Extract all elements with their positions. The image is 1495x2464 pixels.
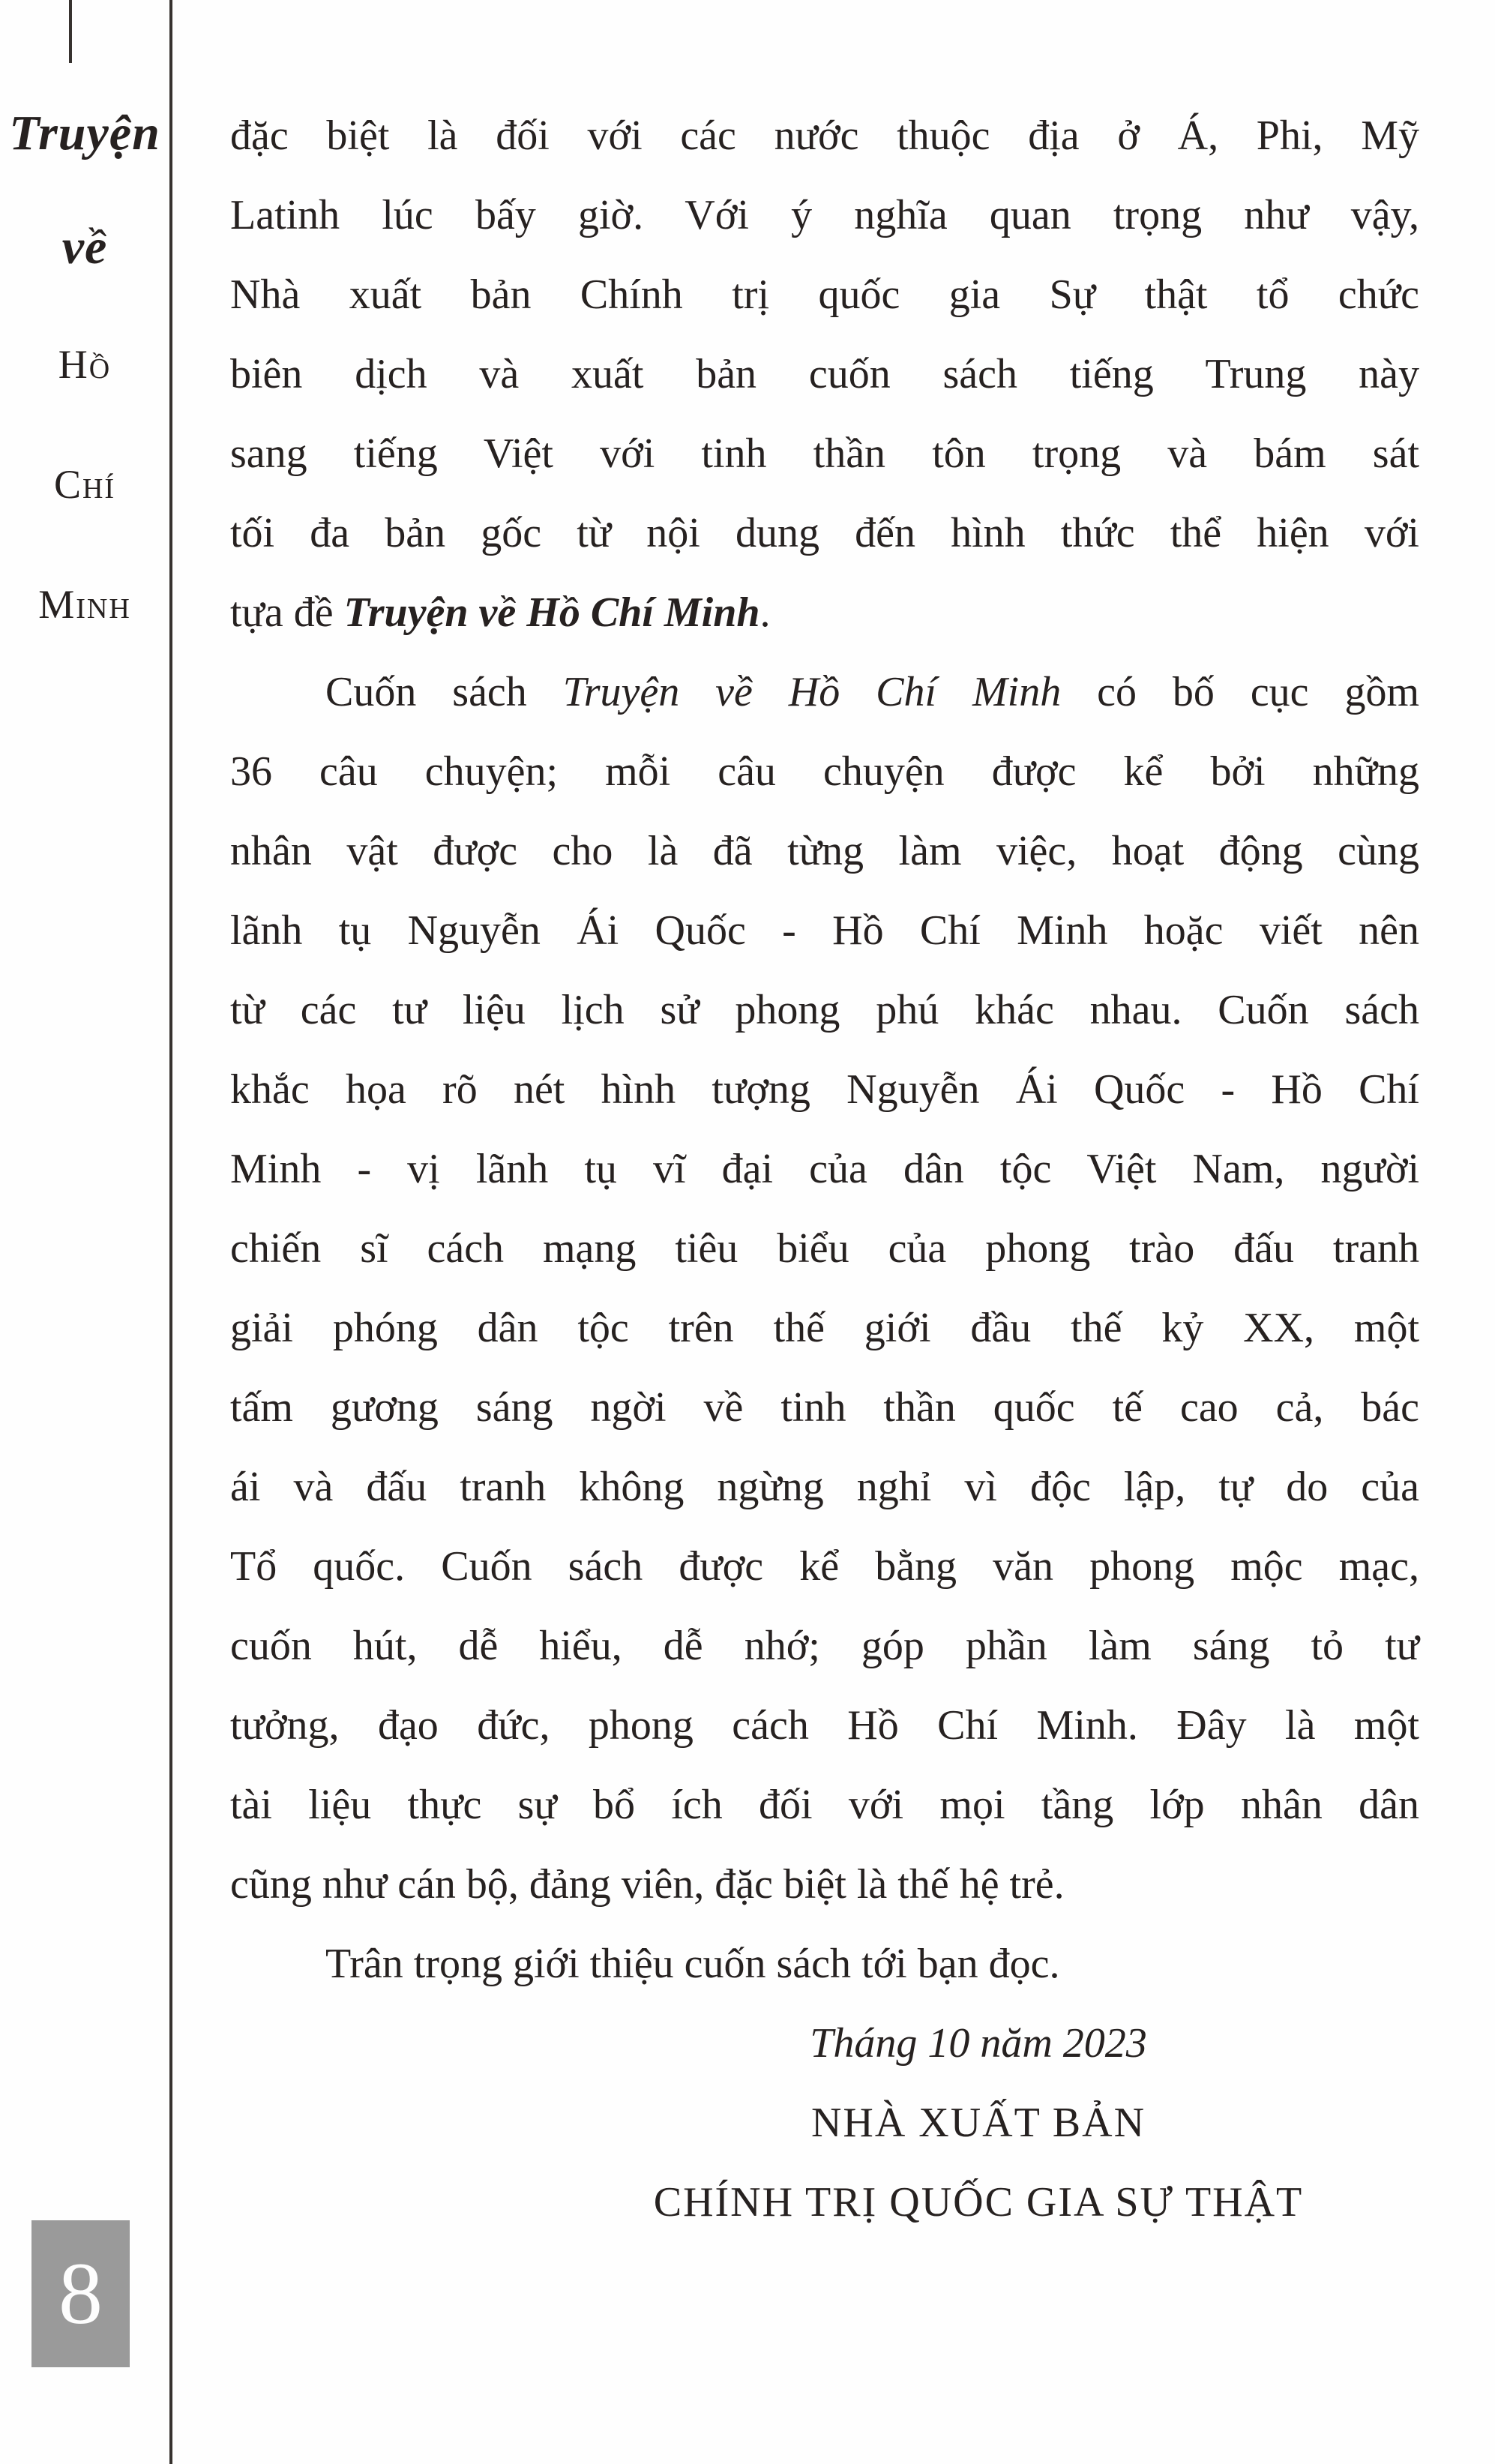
text-line: chiến sĩ cách mạng tiêu biểu của phong trào đấu tranh [230, 1225, 1419, 1272]
imprint-block [538, 2004, 1419, 2242]
sidebar-word-chi: Chí [53, 462, 116, 507]
text-line [230, 652, 1419, 732]
text-line: 36 câu chuyện; mỗi câu chuyện được kể bởi những [230, 748, 1419, 795]
text-line: từ các tư liệu lịch sử phong phú khác nhau. Cuốn sách [230, 987, 1419, 1033]
book-title-emphasis: Truyện về Hồ Chí Minh [562, 669, 1062, 715]
body-text [230, 96, 1419, 2242]
text-line: sang tiếng Việt với tinh thần tôn trọng và bám sát [230, 430, 1419, 477]
text-line: đặc biệt là đối với các nước thuộc địa ở Á, Phi, Mỹ [230, 112, 1419, 159]
text-line: lãnh tụ Nguyễn Ái Quốc - Hồ Chí Minh hoặc viết nên [230, 907, 1419, 954]
text-line: giải phóng dân tộc trên thế giới đầu thế kỷ XX, một [230, 1305, 1419, 1351]
paragraph-3 [230, 1924, 1419, 2004]
text-line: Minh - vị lãnh tụ vĩ đại của dân tộc Việt Nam, người [230, 1146, 1419, 1192]
paragraph-1 [230, 96, 1419, 652]
sidebar-word-truyen: Truyện [9, 106, 160, 160]
text-line: cuốn hút, dễ hiểu, dễ nhớ; góp phần làm sáng tỏ tư [230, 1623, 1419, 1669]
margin-vertical-rule [169, 0, 172, 2464]
imprint-date: Tháng 10 năm 2023 [810, 2020, 1147, 2067]
text-line: Trân trọng giới thiệu cuốn sách tới bạn đọc. [325, 1941, 1060, 1987]
text-segment: có bố cục gồm [1061, 669, 1420, 715]
text-line: tài liệu thực sự bổ ích đối với mọi tầng lớp nhân dân [230, 1782, 1419, 1828]
text-line: Nhà xuất bản Chính trị quốc gia Sự thật tổ chức [230, 271, 1419, 318]
text-line: tối đa bản gốc từ nội dung đến hình thức thể hiện với [230, 510, 1419, 556]
text-line: khắc họa rõ nét hình tượng Nguyễn Ái Quốc - Hồ Chí [230, 1066, 1419, 1113]
text-line: biên dịch và xuất bản cuốn sách tiếng Trung này [230, 351, 1419, 397]
publisher-name-line-1: NHÀ XUẤT BẢN [810, 2100, 1146, 2146]
text-line [230, 573, 1419, 652]
text-segment: tựa đề [230, 589, 344, 636]
sidebar-word-ve: về [61, 220, 108, 274]
paragraph-2 [230, 652, 1419, 1924]
text-line: nhân vật được cho là đã từng làm việc, hoạt động cùng [230, 828, 1419, 874]
sidebar-word-minh: Minh [38, 582, 131, 627]
text-line: Latinh lúc bấy giờ. Với ý nghĩa quan trọng như vậy, [230, 192, 1419, 238]
text-segment: Cuốn sách [325, 669, 563, 715]
page-number-box [31, 2220, 130, 2367]
text-line: ái và đấu tranh không ngừng nghỉ vì độc lập, tự do của [230, 1464, 1419, 1510]
sidebar-word-ho: Hồ [58, 342, 112, 387]
text-line: tấm gương sáng ngời về tinh thần quốc tế cao cả, bác [230, 1384, 1419, 1431]
book-title-emphasis: Truyện về Hồ Chí Minh [343, 589, 760, 636]
text-line: tưởng, đạo đức, phong cách Hồ Chí Minh. Đây là một [230, 1702, 1419, 1749]
text-segment: . [759, 589, 771, 636]
text-line: cũng như cán bộ, đảng viên, đặc biệt là thế hệ trẻ. [230, 1861, 1065, 1908]
text-line: Tổ quốc. Cuốn sách được kể bằng văn phong mộc mạc, [230, 1543, 1419, 1590]
publisher-name-line-2: CHÍNH TRỊ QUỐC GIA SỰ THẬT [653, 2179, 1304, 2226]
page-number: 8 [58, 2244, 103, 2343]
sidebar-running-title [0, 0, 169, 2464]
